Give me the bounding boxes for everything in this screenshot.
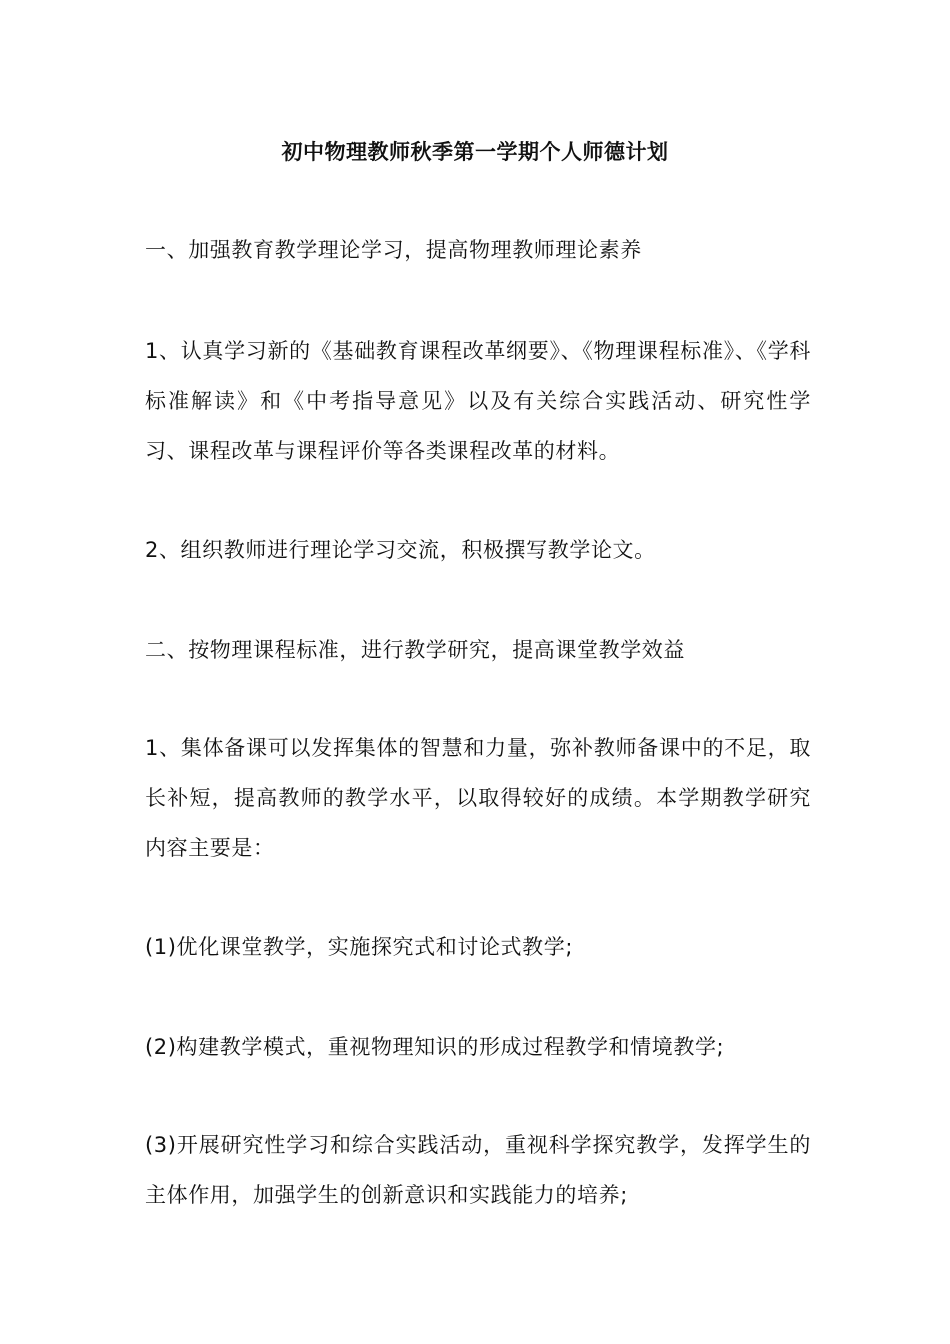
document-title: 初中物理教师秋季第一学期个人师德计划 bbox=[281, 140, 669, 164]
paragraph-1-1: 1、认真学习新的《基础教育课程改革纲要》、《物理课程标准》、《学科标准解读》和《中考指导意见》以及有关综合实践活动、研究性学习、课程改革与课程评价等各类课程改革的材料。 bbox=[145, 339, 811, 463]
paragraph-2-1: 1、集体备课可以发挥集体的智慧和力量，弥补教师备课中的不足，取长补短，提高教师的教学水平，以取得较好的成绩。本学期教学研究内容主要是： bbox=[145, 736, 811, 860]
list-item-3: (3)开展研究性学习和综合实践活动，重视科学探究教学，发挥学生的主体作用，加强学生的创新意识和实践能力的培养; bbox=[145, 1133, 811, 1207]
list-item-1: (1)优化课堂教学，实施探究式和讨论式教学; bbox=[145, 935, 574, 959]
section-heading-2: 二、按物理课程标准，进行教学研究，提高课堂教学效益 bbox=[145, 638, 685, 662]
section-heading-1: 一、加强教育教学理论学习，提高物理教师理论素养 bbox=[145, 238, 642, 262]
paragraph-1-2: 2、组织教师进行理论学习交流，积极撰写教学论文。 bbox=[145, 538, 656, 562]
list-item-2: (2)构建教学模式，重视物理知识的形成过程教学和情境教学; bbox=[145, 1035, 725, 1059]
